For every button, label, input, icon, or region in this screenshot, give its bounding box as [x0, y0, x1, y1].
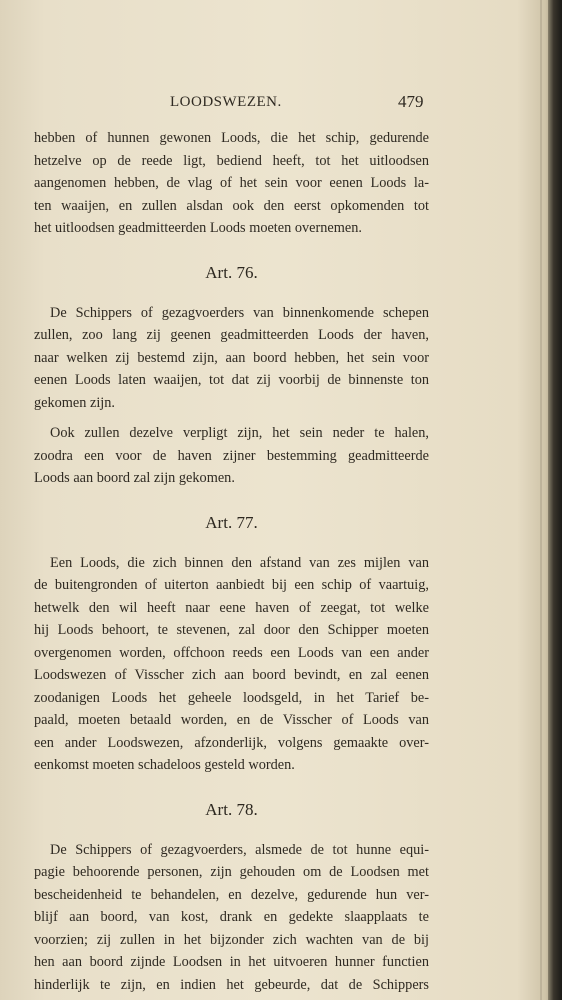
- text-line: blijf aan boord, van kost, drank en gedekte slaapplaats te: [34, 909, 429, 925]
- page-number: 479: [398, 92, 424, 111]
- text-line: het uitloodsen geadmitteerden Loods moeten overnemen.: [34, 220, 362, 236]
- text-line: hebben of hunnen gewonen Loods, die het schip, gedurende: [34, 130, 429, 146]
- text-line: Loods aan boord zal zijn gekomen.: [34, 470, 235, 486]
- text-line: aangenomen hebben, de vlag of het sein voor eenen Loods la-: [34, 175, 429, 191]
- text-line: hinderlijk te zijn, en indien het gebeurde, dat de Schippers: [34, 976, 429, 993]
- text-line: voorzien; zij zullen in het bijzonder zich wachten van de bij: [34, 931, 429, 948]
- text-line: een ander Loodswezen, afzonderlijk, volgens gemaakte over-: [34, 734, 429, 751]
- text-line: Loodswezen of Visscher zich aan boord bevindt, en zal eenen: [34, 667, 429, 683]
- text-line: hen aan boord zijnde Loodsen in het uitvoeren hunner functien: [34, 954, 429, 970]
- text-line: zoodra een voor de haven zijner bestemming geadmitteerde: [34, 447, 429, 464]
- body-text: [34, 127, 429, 1000]
- text-line: overgenomen worden, offchoon reeds een Loods van een ander: [34, 644, 429, 661]
- article-78-paragraph-1: [34, 839, 429, 997]
- text-line: hetzelve op de reede ligt, bediend heeft, tot het uitloodsen: [34, 152, 429, 169]
- intro-paragraph: [34, 127, 429, 240]
- text-line: paald, moeten betaald worden, en de Visscher of Loods van: [34, 712, 429, 728]
- page-edge-shadow: [548, 0, 562, 1000]
- article-heading-76: Art. 76.: [205, 262, 258, 282]
- running-head: [0, 88, 562, 116]
- text-line: bescheidenheid te behandelen, en dezelve, gedurende hun ver-: [34, 886, 429, 903]
- article-heading-78: Art. 78.: [205, 799, 258, 819]
- text-line: zoodanigen Loods het geheele loodsgeld, in het Tarief be-: [34, 689, 429, 706]
- text-line: De Schippers of gezagvoerders van binnenkomende schepen: [50, 304, 429, 321]
- article-heading-77: Art. 77.: [205, 512, 258, 532]
- article-77-paragraph-1: [34, 552, 429, 777]
- text-line: naar welken zij bestemd zijn, aan boord hebben, het sein voor: [34, 349, 429, 366]
- text-line: eenen Loods laten waaijen, tot dat zij voorbij de binnenste ton: [34, 372, 429, 388]
- text-line: De Schippers of gezagvoerders, alsmede de tot hunne equi-: [50, 841, 429, 858]
- text-line: eenkomst moeten schadeloos gesteld worden.: [34, 757, 295, 773]
- text-line: Ook zullen dezelve verpligt zijn, het sein neder te halen,: [50, 425, 429, 441]
- text-line: ten waaijen, en zullen alsdan ook den eerst opkomenden tot: [34, 197, 429, 214]
- running-head-title: LOODSWEZEN.: [170, 94, 282, 110]
- text-line: hij Loods behoort, te stevenen, zal door den Schipper moeten: [34, 622, 429, 638]
- text-line: pagie behoorende personen, zijn gehouden om de Loodsen met: [34, 864, 429, 880]
- text-line: zullen, zoo lang zij geenen geadmitteerden Loods der haven,: [34, 327, 429, 343]
- text-line: hetwelk den wil heeft naar eene haven of zeegat, tot welke: [34, 599, 429, 616]
- text-line: Een Loods, die zich binnen den afstand van zes mijlen van: [50, 554, 429, 571]
- text-line: de buitengronden of uiterton aanbiedt bij een schip of vaartuig,: [34, 577, 429, 593]
- text-line: gekomen zijn.: [34, 394, 115, 411]
- article-76-paragraph-1: [34, 302, 429, 415]
- article-76-paragraph-2: [34, 422, 429, 490]
- page-fold-line: [540, 0, 542, 1000]
